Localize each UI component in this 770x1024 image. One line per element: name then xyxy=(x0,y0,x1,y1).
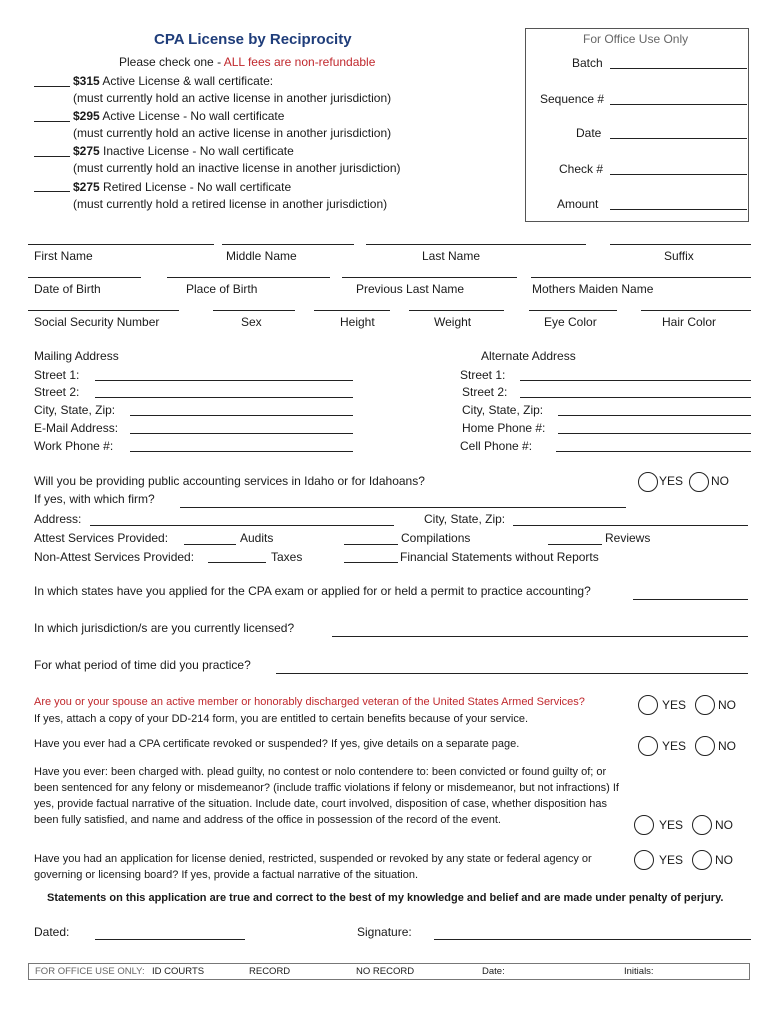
mailing-street1-label: Street 1: xyxy=(34,368,80,382)
check-number-label: Check # xyxy=(559,162,604,176)
veteran-yes-radio[interactable] xyxy=(638,695,658,715)
batch-label: Batch xyxy=(572,56,603,70)
suffix-field[interactable] xyxy=(610,244,751,245)
middle-name-field[interactable] xyxy=(222,244,354,245)
idaho-no-label: NO xyxy=(711,474,729,488)
height-field[interactable] xyxy=(314,310,390,311)
footer-no-record: NO RECORD xyxy=(356,966,415,977)
footer-id-courts: ID COURTS xyxy=(152,966,205,977)
office-date-field[interactable] xyxy=(610,138,747,139)
alt-city-label: City, State, Zip: xyxy=(462,403,544,417)
period-question: For what period of time did you practice? xyxy=(34,658,251,672)
idaho-services-question: Will you be providing public accounting services in Idaho or for Idahoans? xyxy=(34,474,425,488)
audits-checkline[interactable] xyxy=(184,544,236,545)
fee-option-295: $295 Active License - No wall certificate xyxy=(73,109,285,123)
first-name-label: First Name xyxy=(34,249,93,263)
amount-field[interactable] xyxy=(610,209,747,210)
alt-street2-field[interactable] xyxy=(520,397,751,398)
form-title: CPA License by Reciprocity xyxy=(154,31,352,48)
hair-color-label: Hair Color xyxy=(662,315,717,329)
email-field[interactable] xyxy=(130,433,353,434)
fee-275-retired-checkline[interactable] xyxy=(34,191,70,192)
mothers-maiden-name-field[interactable] xyxy=(531,277,751,278)
veteran-note: If yes, attach a copy of your DD-214 form, you are entitled to certain benefits because of your service. xyxy=(34,713,529,725)
ssn-label: Social Security Number xyxy=(34,315,160,329)
alternate-address-heading: Alternate Address xyxy=(481,349,576,363)
revoked-no-label: NO xyxy=(718,739,736,753)
charged-yes-label: YES xyxy=(659,818,684,832)
batch-field[interactable] xyxy=(610,68,747,69)
compilations-checkline[interactable] xyxy=(344,544,398,545)
amount-label: Amount xyxy=(557,197,599,211)
weight-label: Weight xyxy=(434,315,472,329)
firm-question: If yes, with which firm? xyxy=(34,492,155,506)
ssn-field[interactable] xyxy=(28,310,179,311)
revoked-yes-label: YES xyxy=(662,739,687,753)
revoked-yes-radio[interactable] xyxy=(638,736,658,756)
veteran-no-label: NO xyxy=(718,698,736,712)
veteran-no-radio[interactable] xyxy=(695,695,715,715)
charged-question: Have you ever: been charged with. plead guilty, no contest or nolo contendere to: been convicted or found guilty of; or been sentenced for any felony or misdemeanor? (include traffic violations if felony or misdemeanor, but not infractions) If yes, provide factual narrative of the situation. Include date, court involved, disposition of case, whether disposition has been fully satisfied, and name and address of the office in possession of the record of the event. xyxy=(34,766,619,826)
alt-street2-label: Street 2: xyxy=(462,385,508,399)
office-use-box xyxy=(525,28,749,222)
check-instruction: Please check one - ALL fees are non-refundable xyxy=(119,55,376,69)
footer-date: Date: xyxy=(482,966,505,977)
work-phone-label: Work Phone #: xyxy=(34,439,114,453)
denied-no-label: NO xyxy=(715,853,733,867)
mailing-street2-field[interactable] xyxy=(95,397,353,398)
weight-field[interactable] xyxy=(409,310,504,311)
dob-label: Date of Birth xyxy=(34,282,101,296)
perjury-statement: Statements on this application are true and correct to the best of my knowledge and belief and are made under penalty of perjury. xyxy=(47,892,724,904)
financial-statements-checkline[interactable] xyxy=(344,562,398,563)
alt-street1-label: Street 1: xyxy=(460,368,506,382)
place-of-birth-field[interactable] xyxy=(167,277,330,278)
signature-field[interactable] xyxy=(434,939,751,940)
taxes-checkline[interactable] xyxy=(208,562,266,563)
firm-city-label: City, State, Zip: xyxy=(424,512,506,526)
previous-last-name-label: Previous Last Name xyxy=(356,282,465,296)
states-field[interactable] xyxy=(633,599,748,600)
footer-record: RECORD xyxy=(249,966,291,977)
charged-yes-radio[interactable] xyxy=(634,815,654,835)
last-name-label: Last Name xyxy=(422,249,481,263)
middle-name-label: Middle Name xyxy=(226,249,297,263)
footer-initials: Initials: xyxy=(624,966,654,977)
mailing-city-field[interactable] xyxy=(130,415,353,416)
denied-yes-label: YES xyxy=(659,853,684,867)
last-name-field[interactable] xyxy=(366,244,586,245)
charged-no-label: NO xyxy=(715,818,733,832)
office-date-label: Date xyxy=(576,126,602,140)
revoked-question: Have you ever had a CPA certificate revoked or suspended? If yes, give details on a separate page. xyxy=(34,738,520,750)
reviews-label: Reviews xyxy=(605,531,651,545)
eye-color-label: Eye Color xyxy=(544,315,597,329)
place-of-birth-label: Place of Birth xyxy=(186,282,258,296)
home-phone-label: Home Phone #: xyxy=(462,421,546,435)
attest-services-label: Attest Services Provided: xyxy=(34,531,169,545)
cell-phone-field[interactable] xyxy=(556,451,751,452)
audits-label: Audits xyxy=(240,531,274,545)
hair-color-field[interactable] xyxy=(641,310,751,311)
suffix-label: Suffix xyxy=(664,249,694,263)
previous-last-name-field[interactable] xyxy=(342,277,517,278)
financial-statements-label: Financial Statements without Reports xyxy=(400,550,599,564)
taxes-label: Taxes xyxy=(271,550,303,564)
work-phone-field[interactable] xyxy=(130,451,353,452)
office-use-title: For Office Use Only xyxy=(583,32,689,46)
height-label: Height xyxy=(340,315,375,329)
dob-field[interactable] xyxy=(28,277,141,278)
denied-no-radio[interactable] xyxy=(692,850,712,870)
fee-275-inactive-checkline[interactable] xyxy=(34,156,70,157)
footer-office-use-label: FOR OFFICE USE ONLY: xyxy=(35,966,145,977)
fee-option-275-inactive-note: (must currently hold an inactive license in another jurisdiction) xyxy=(73,161,401,175)
denied-question: Have you had an application for license denied, restricted, suspended or revoked by any state or federal agency or governing or licensing board? If yes, provide a factual narrative of the situation. xyxy=(34,853,592,881)
sequence-field[interactable] xyxy=(610,104,747,105)
firm-city-field[interactable] xyxy=(513,525,748,526)
sequence-label: Sequence # xyxy=(540,92,605,106)
fee-option-295-note: (must currently hold an active license in another jurisdiction) xyxy=(73,126,392,140)
sex-label: Sex xyxy=(241,315,262,329)
home-phone-field[interactable] xyxy=(558,433,751,434)
fee-option-275-retired: $275 Retired License - No wall certificate xyxy=(73,180,292,194)
states-question: In which states have you applied for the CPA exam or applied for or held a permit to practice accounting? xyxy=(34,584,591,598)
sex-field[interactable] xyxy=(213,310,295,311)
fee-315-checkline[interactable] xyxy=(34,86,70,87)
idaho-yes-radio[interactable] xyxy=(638,472,658,492)
check-number-field[interactable] xyxy=(610,174,747,175)
fee-option-315-note: (must currently hold an active license in another jurisdiction) xyxy=(73,91,392,105)
fee-option-275-retired-note: (must currently hold a retired license in another jurisdiction) xyxy=(73,197,388,211)
veteran-question: Are you or your spouse an active member or honorably discharged veteran of the United States Armed Services? xyxy=(34,696,585,708)
dated-field[interactable] xyxy=(95,939,245,940)
email-label: E-Mail Address: xyxy=(34,421,119,435)
charged-no-radio[interactable] xyxy=(692,815,712,835)
firm-field[interactable] xyxy=(180,507,626,508)
jurisdiction-question: In which jurisdiction/s are you currently licensed? xyxy=(34,621,295,635)
firm-address-field[interactable] xyxy=(90,525,394,526)
veteran-yes-label: YES xyxy=(662,698,687,712)
revoked-no-radio[interactable] xyxy=(695,736,715,756)
fee-option-275-inactive: $275 Inactive License - No wall certificate xyxy=(73,144,294,158)
alt-city-field[interactable] xyxy=(558,415,751,416)
mailing-address-heading: Mailing Address xyxy=(34,349,119,363)
mailing-city-label: City, State, Zip: xyxy=(34,403,116,417)
dated-label: Dated: xyxy=(34,925,70,939)
fee-option-315: $315 Active License & wall certificate: xyxy=(73,74,274,88)
first-name-field[interactable] xyxy=(28,244,214,245)
eye-color-field[interactable] xyxy=(529,310,617,311)
idaho-yes-label: YES xyxy=(659,474,684,488)
non-attest-services-label: Non-Attest Services Provided: xyxy=(34,550,195,564)
cell-phone-label: Cell Phone #: xyxy=(460,439,533,453)
signature-label: Signature: xyxy=(357,925,412,939)
fee-295-checkline[interactable] xyxy=(34,121,70,122)
denied-yes-radio[interactable] xyxy=(634,850,654,870)
firm-address-label: Address: xyxy=(34,512,82,526)
mailing-street2-label: Street 2: xyxy=(34,385,80,399)
period-field[interactable] xyxy=(276,673,748,674)
mailing-street1-field[interactable] xyxy=(95,380,353,381)
alt-street1-field[interactable] xyxy=(520,380,751,381)
mothers-maiden-name-label: Mothers Maiden Name xyxy=(532,282,654,296)
compilations-label: Compilations xyxy=(401,531,471,545)
idaho-no-radio[interactable] xyxy=(689,472,709,492)
reviews-checkline[interactable] xyxy=(548,544,602,545)
jurisdiction-field[interactable] xyxy=(332,636,748,637)
